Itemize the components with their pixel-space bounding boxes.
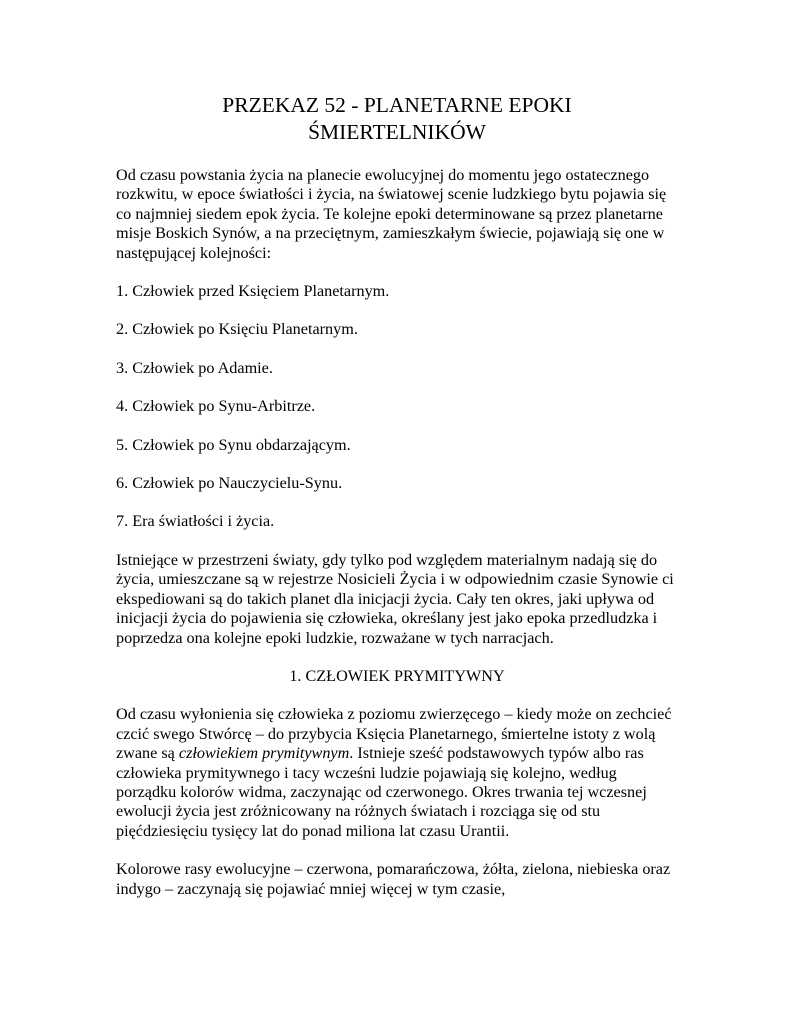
list-item: 3. Człowiek po Adamie. [116,358,273,377]
title-line-1: PRZEKAZ 52 - PLANETARNE EPOKI [222,93,572,117]
paragraph-colored-races: Kolorowe rasy ewolucyjne – czerwona, pomarańczowa, żółta, zielona, niebieska oraz indygo – zaczynają się pojawiać mniej więcej w tym czasie, [116,860,671,898]
list-item: 7. Era światłości i życia. [116,512,275,531]
document-page [116,92,678,899]
list-item: 1. Człowiek przed Księciem Planetarnym. [116,282,390,301]
list-item: 6. Człowiek po Nauczycielu-Synu. [116,474,343,493]
intro-paragraph: Od czasu powstania życia na planecie ewolucyjnej do momentu jego ostatecznego rozkwitu, w epoce światłości i życia, na światowej scenie ludzkiego bytu pojawia się co najmniej siedem epok życia. Te kolejne epoki determinowane są przez planetarne misje Boskich Synów, a na przeciętnym, zamieszkałym świecie, pojawiają się one w następującej kolejności: [116,166,667,262]
section-heading: 1. CZŁOWIEK PRYMITYWNY [289,666,505,685]
page-title [116,92,678,146]
paragraph-prehuman-epoch: Istniejące w przestrzeni światy, gdy tylko pod względem materialnym nadają się do życia, umieszczane są w rejestrze Nosicieli Życia i w odpowiednim czasie Synowie ci ekspediowani są do takich planet dla inicjacji życia. Cały ten okres, jaki upływa od inicjacji życia do pojawienia się człowieka, określany jest jako epoka przedludzka i poprzedza ona kolejne epoki ludzkie, rozważane w tych narracjach. [116,550,674,647]
paragraph-text-part: Od czasu wyłonienia się człowieka z poziomu zwierzęcego – kiedy może on zechcieć czcić swego Stwórcę – do przybycia Księcia Planetarnego, śmiertelne istoty z wolą zwane są [116,705,672,763]
title-line-2: ŚMIERTELNIKÓW [308,120,486,144]
epoch-list [116,282,678,532]
paragraph-primitive-man [116,705,678,841]
paragraph-text-part: . Istnieje sześć podstawowych typów albo ras człowieka prymitywnego i tacy wcześni ludzie pojawiają się kolejno, według porządku kolorów widma, zaczynając od czerwonego. Okres trwania tej wczesnej ewolucji życia jest zróżnicowany na różnych światach i rozciąga się od stu pięćdziesięciu tysięcy lat do ponad miliona lat czasu Urantii. [116,744,647,840]
emphasized-term: człowiekiem prymitywnym [178,744,350,763]
list-item: 5. Człowiek po Synu obdarzającym. [116,435,351,454]
list-item: 4. Człowiek po Synu-Arbitrze. [116,397,316,416]
list-item: 2. Człowiek po Księciu Planetarnym. [116,320,358,339]
